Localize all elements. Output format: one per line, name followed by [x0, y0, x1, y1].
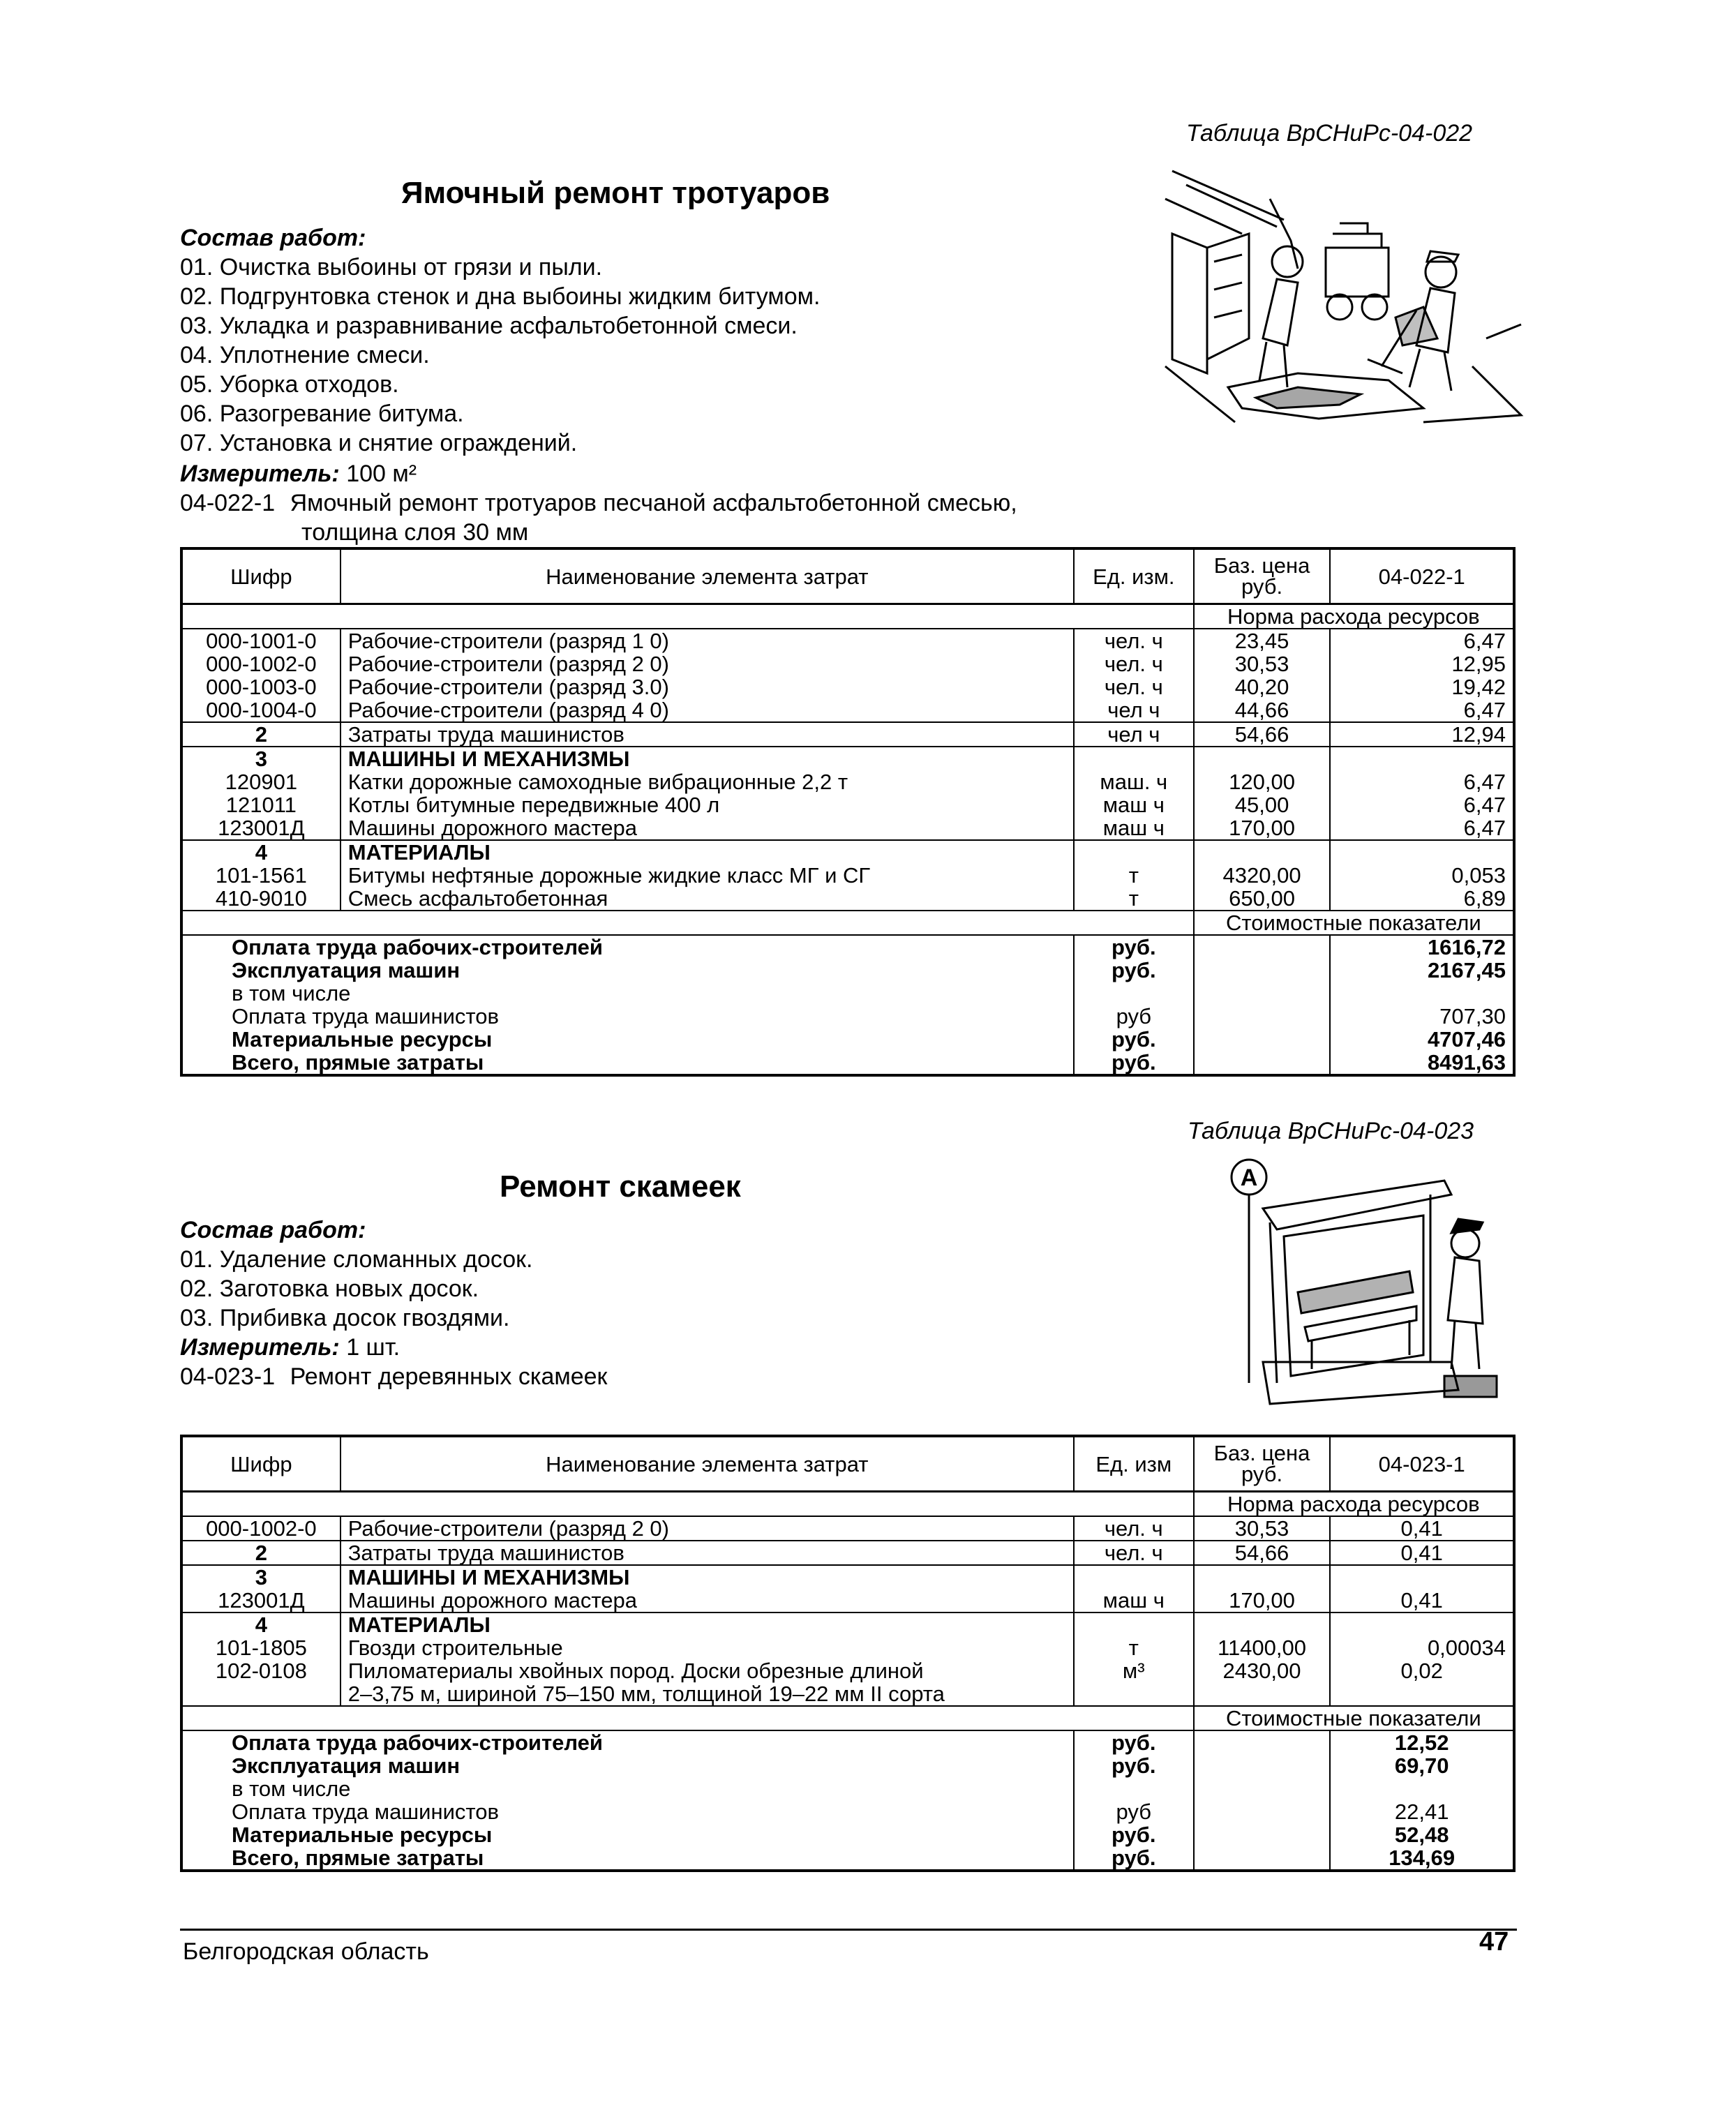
row-unit: т: [1074, 1636, 1194, 1659]
row-unit: чел. ч: [1074, 1541, 1194, 1565]
row-value: 6,47: [1330, 770, 1514, 793]
row-name: Гвозди строительные: [341, 1636, 1074, 1659]
work-item: 03. Прибивка досок гвоздями.: [180, 1305, 510, 1331]
row-code: 101-1561: [181, 864, 341, 887]
work-item: 02. Заготовка новых досок.: [180, 1275, 479, 1302]
col-header-name: Наименование элемента затрат: [341, 548, 1074, 604]
cost-row: [181, 1028, 1514, 1051]
row-price: 120,00: [1194, 770, 1331, 793]
cost-unit: руб: [1074, 1005, 1194, 1028]
row-price: 44,66: [1194, 698, 1331, 722]
cost-unit: руб.: [1074, 1730, 1194, 1754]
table-row: [181, 698, 1514, 722]
cost-value: 22,41: [1330, 1800, 1514, 1823]
table-row: [181, 1516, 1514, 1541]
row-unit: м³: [1074, 1659, 1194, 1682]
table-row: [181, 1682, 1514, 1706]
row-value: 6,47: [1330, 629, 1514, 652]
row-code: 4: [181, 1613, 341, 1636]
cost-name: Всего, прямые затраты: [181, 1051, 1074, 1075]
row-code: 121011: [181, 793, 341, 816]
cost-row: [181, 1777, 1514, 1800]
cost-unit: руб.: [1074, 935, 1194, 959]
row-price: 54,66: [1194, 722, 1331, 747]
row-unit: чел ч: [1074, 722, 1194, 747]
cost-row: [181, 1754, 1514, 1777]
cost-row: [181, 982, 1514, 1005]
row-unit: чел. ч: [1074, 629, 1194, 652]
col-header-column: 04-023-1: [1330, 1436, 1514, 1492]
row-code: 000-1001-0: [181, 629, 341, 652]
row-name: МАТЕРИАЛЫ: [341, 840, 1074, 864]
cost-unit: руб.: [1074, 959, 1194, 982]
cost-unit: руб: [1074, 1800, 1194, 1823]
cost-value: 12,52: [1330, 1730, 1514, 1754]
pothole-repair-illustration: [1158, 157, 1528, 429]
cost-name: Всего, прямые затраты: [181, 1846, 1074, 1871]
item-text: Ямочный ремонт тротуаров песчаной асфальтобетонной смесью,: [290, 490, 1017, 516]
row-code: 3: [181, 747, 341, 770]
col-header-name: Наименование элемента затрат: [341, 1436, 1074, 1492]
row-name: Рабочие-строители (разряд 3.0): [341, 675, 1074, 698]
work-item: 07. Установка и снятие ограждений.: [180, 430, 578, 456]
row-name: Затраты труда машинистов: [341, 1541, 1074, 1565]
row-name: Рабочие-строители (разряд 1 0): [341, 629, 1074, 652]
cost-value: 52,48: [1330, 1823, 1514, 1846]
row-unit: чел. ч: [1074, 1516, 1194, 1541]
row-price: 2430,00: [1194, 1659, 1331, 1682]
row-value: 6,89: [1330, 887, 1514, 911]
col-header-price: Баз. цена руб.: [1194, 1436, 1331, 1492]
table-row: [181, 770, 1514, 793]
table-row: [181, 675, 1514, 698]
meter-label: Измеритель:: [180, 461, 340, 487]
row-code: 410-9010: [181, 887, 341, 911]
cost-name: в том числе: [181, 1777, 1074, 1800]
table-row: [181, 816, 1514, 840]
cost-unit: руб.: [1074, 1846, 1194, 1871]
row-price: 45,00: [1194, 793, 1331, 816]
table-row: [181, 887, 1514, 911]
row-value: 0,41: [1330, 1589, 1514, 1613]
row-price: 650,00: [1194, 887, 1331, 911]
row-price: 170,00: [1194, 1589, 1331, 1613]
row-code: 2: [181, 722, 341, 747]
row-price: 30,53: [1194, 652, 1331, 675]
table-row: [181, 1636, 1514, 1659]
row-unit: маш. ч: [1074, 770, 1194, 793]
cost-value: 707,30: [1330, 1005, 1514, 1028]
row-name: 2–3,75 м, шириной 75–150 мм, толщиной 19–22 мм II сорта: [341, 1682, 1074, 1706]
table-row: [181, 793, 1514, 816]
cost-name: Оплата труда машинистов: [181, 1005, 1074, 1028]
col-header-code: Шифр: [181, 1436, 341, 1492]
work-item: 06. Разогревание битума.: [180, 401, 464, 427]
section-title-2: Ремонт скамеек: [500, 1169, 741, 1204]
row-price: 11400,00: [1194, 1636, 1331, 1659]
item-code: 04-022-1: [180, 490, 276, 516]
row-code: 3: [181, 1565, 341, 1589]
cost-name: Оплата труда машинистов: [181, 1800, 1074, 1823]
cost-name: в том числе: [181, 982, 1074, 1005]
table-row: [181, 652, 1514, 675]
row-name: Смесь асфальтобетонная: [341, 887, 1074, 911]
meter-label: Измеритель:: [180, 1334, 340, 1361]
cost-name: Оплата труда рабочих-строителей: [181, 935, 1074, 959]
row-value: 6,47: [1330, 793, 1514, 816]
row-value: 0,00034: [1330, 1636, 1514, 1659]
work-item: 04. Уплотнение смеси.: [180, 342, 430, 368]
row-name: МАШИНЫ И МЕХАНИЗМЫ: [341, 747, 1074, 770]
footer-region: Белгородская область: [183, 1938, 429, 1965]
row-code: 123001Д: [181, 1589, 341, 1613]
row-price: 4320,00: [1194, 864, 1331, 887]
col-header-unit: Ед. изм: [1074, 1436, 1194, 1492]
row-name: МАТЕРИАЛЫ: [341, 1613, 1074, 1636]
row-unit: чел. ч: [1074, 652, 1194, 675]
item-text: Ремонт деревянных скамеек: [290, 1363, 608, 1390]
table-row: [181, 864, 1514, 887]
norm-label: Норма расхода ресурсов: [1194, 1492, 1514, 1517]
footer-divider: [180, 1929, 1517, 1931]
row-price: 30,53: [1194, 1516, 1331, 1541]
works-list-2: [180, 1246, 532, 1334]
row-value: 12,94: [1330, 722, 1514, 747]
work-item: 02. Подгрунтовка стенок и дна выбоины жидким битумом.: [180, 283, 821, 310]
row-code: 2: [181, 1541, 341, 1565]
meter-1: [180, 461, 417, 488]
cost-name: Эксплуатация машин: [181, 959, 1074, 982]
cost-header-row: [181, 911, 1514, 935]
row-code: 101-1805: [181, 1636, 341, 1659]
cost-value: 134,69: [1330, 1846, 1514, 1871]
cost-row: [181, 1051, 1514, 1075]
works-label-2: Состав работ:: [180, 1217, 366, 1243]
cost-unit: руб.: [1074, 1051, 1194, 1075]
works-label-1: Состав работ:: [180, 225, 366, 251]
row-name: Затраты труда машинистов: [341, 722, 1074, 747]
row-value: 6,47: [1330, 816, 1514, 840]
cost-value: 69,70: [1330, 1754, 1514, 1777]
row-code: 120901: [181, 770, 341, 793]
norm-header-row: [181, 604, 1514, 629]
meter-value: 100 м²: [346, 461, 417, 487]
row-unit: маш ч: [1074, 1589, 1194, 1613]
estimate-table-2: [180, 1435, 1516, 1872]
table-row: [181, 629, 1514, 652]
row-name: Машины дорожного мастера: [341, 816, 1074, 840]
table-caption-1: Таблица ВрСНиРс-04-022: [1186, 120, 1473, 147]
row-unit: т: [1074, 887, 1194, 911]
table-row: [181, 722, 1514, 747]
cost-row: [181, 1823, 1514, 1846]
table-row: [181, 1565, 1514, 1589]
cost-unit: руб.: [1074, 1754, 1194, 1777]
cost-value: 8491,63: [1330, 1051, 1514, 1075]
row-price: 170,00: [1194, 816, 1331, 840]
row-name: Битумы нефтяные дорожные жидкие класс МГ и СГ: [341, 864, 1074, 887]
works-list-1: [180, 254, 820, 459]
cost-row: [181, 935, 1514, 959]
cost-label: Стоимостные показатели: [1194, 1706, 1514, 1730]
col-header-unit: Ед. изм.: [1074, 548, 1194, 604]
estimate-table-1: [180, 547, 1516, 1077]
cost-row: [181, 1730, 1514, 1754]
row-name: Катки дорожные самоходные вибрационные 2,2 т: [341, 770, 1074, 793]
row-name: Рабочие-строители (разряд 4 0): [341, 698, 1074, 722]
cost-label: Стоимостные показатели: [1194, 911, 1514, 935]
item-line-2: [180, 1363, 607, 1391]
row-name: Машины дорожного мастера: [341, 1589, 1074, 1613]
item-line-1: [180, 490, 1017, 517]
cost-name: Эксплуатация машин: [181, 1754, 1074, 1777]
row-value: 12,95: [1330, 652, 1514, 675]
work-item: 03. Укладка и разравнивание асфальтобетонной смеси.: [180, 313, 798, 339]
table-header: [181, 548, 1514, 604]
work-item: 05. Уборка отходов.: [180, 371, 399, 398]
row-name: Котлы битумные передвижные 400 л: [341, 793, 1074, 816]
section-title-1: Ямочный ремонт тротуаров: [401, 176, 830, 210]
cost-unit: руб.: [1074, 1028, 1194, 1051]
page-number: 47: [1479, 1927, 1509, 1956]
row-price: 40,20: [1194, 675, 1331, 698]
row-name: Пиломатериалы хвойных пород. Доски обрезные длиной: [341, 1659, 1074, 1682]
row-unit: маш ч: [1074, 793, 1194, 816]
cost-name: Материальные ресурсы: [181, 1823, 1074, 1846]
cost-row: [181, 1800, 1514, 1823]
row-name: Рабочие-строители (разряд 2 0): [341, 652, 1074, 675]
cost-value: 4707,46: [1330, 1028, 1514, 1051]
table-header: [181, 1436, 1514, 1492]
row-unit: чел. ч: [1074, 675, 1194, 698]
cost-value: 1616,72: [1330, 935, 1514, 959]
work-item: 01. Очистка выбоины от грязи и пыли.: [180, 254, 603, 280]
table-row: [181, 1659, 1514, 1682]
row-code: 102-0108: [181, 1659, 341, 1682]
row-value: 6,47: [1330, 698, 1514, 722]
row-code: 000-1002-0: [181, 1516, 341, 1541]
row-code: 4: [181, 840, 341, 864]
table-row: [181, 1613, 1514, 1636]
row-value: 0,41: [1330, 1516, 1514, 1541]
meter-value: 1 шт.: [346, 1334, 401, 1361]
row-unit: чел ч: [1074, 698, 1194, 722]
row-value: 0,41: [1330, 1541, 1514, 1565]
col-header-price: Баз. цена руб.: [1194, 548, 1331, 604]
col-header-column: 04-022-1: [1330, 548, 1514, 604]
cost-name: Материальные ресурсы: [181, 1028, 1074, 1051]
sign-letter: A: [1240, 1165, 1258, 1191]
table-row: [181, 747, 1514, 770]
table-row: [181, 1541, 1514, 1565]
cost-value: 2167,45: [1330, 959, 1514, 982]
row-name: Рабочие-строители (разряд 2 0): [341, 1516, 1074, 1541]
item-code: 04-023-1: [180, 1363, 276, 1390]
cost-unit: руб.: [1074, 1823, 1194, 1846]
table-row: [181, 1589, 1514, 1613]
row-name: МАШИНЫ И МЕХАНИЗМЫ: [341, 1565, 1074, 1589]
cost-name: Оплата труда рабочих-строителей: [181, 1730, 1074, 1754]
row-code: 000-1004-0: [181, 698, 341, 722]
work-item: 01. Удаление сломанных досок.: [180, 1246, 533, 1273]
row-code: 000-1002-0: [181, 652, 341, 675]
row-unit: т: [1074, 864, 1194, 887]
cost-row: [181, 1005, 1514, 1028]
row-price: 54,66: [1194, 1541, 1331, 1565]
col-header-code: Шифр: [181, 548, 341, 604]
norm-header-row: [181, 1492, 1514, 1517]
table-caption-2: Таблица ВрСНиРс-04-023: [1188, 1118, 1474, 1144]
norm-label: Норма расхода ресурсов: [1194, 604, 1514, 629]
cost-row: [181, 1846, 1514, 1871]
row-unit: маш ч: [1074, 816, 1194, 840]
cost-header-row: [181, 1706, 1514, 1730]
row-code: 123001Д: [181, 816, 341, 840]
meter-2: [180, 1334, 400, 1361]
row-value: 0,053: [1330, 864, 1514, 887]
bench-repair-illustration: [1221, 1153, 1514, 1418]
row-price: 23,45: [1194, 629, 1331, 652]
row-code: 000-1003-0: [181, 675, 341, 698]
row-value: 19,42: [1330, 675, 1514, 698]
row-value: 0,02: [1330, 1659, 1514, 1682]
item-text-cont: толщина слоя 30 мм: [301, 519, 529, 546]
table-row: [181, 840, 1514, 864]
cost-row: [181, 959, 1514, 982]
